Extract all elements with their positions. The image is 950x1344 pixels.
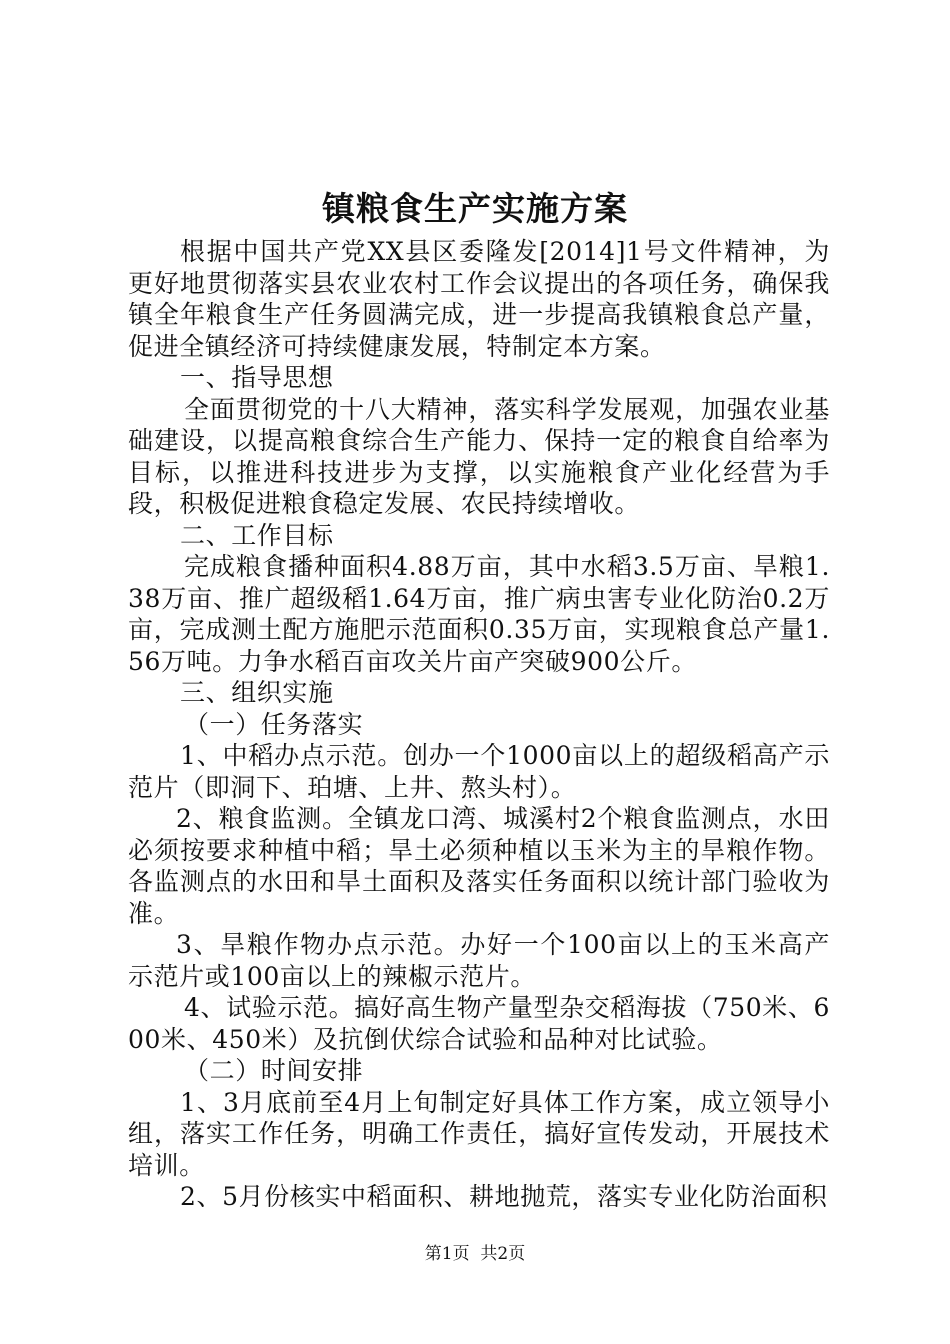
task-item-2: 2、粮食监测。全镇龙口湾、城溪村2个粮食监测点，水田必须按要求种植中稻；旱土必须种植以玉米为主的旱粮作物。各监测点的水田和旱土面积及落实任务面积以统计部门验收为准。 bbox=[128, 804, 830, 928]
document-title: 镇粮食生产实施方案 bbox=[322, 189, 628, 228]
section-heading-organization: 三、组织实施 bbox=[180, 678, 334, 707]
intro-paragraph: 根据中国共产党XX县区委隆发[2014]1号文件精神，为更好地贯彻落实县农业农村工作会议提出的各项任务，确保我镇全年粮食生产任务圆满完成，进一步提高我镇粮食总产量，促进全镇经济可持续健康发展，特制定本方案。 bbox=[128, 237, 830, 361]
section-heading-work-goals: 二、工作目标 bbox=[180, 520, 334, 550]
schedule-item-2: 2、5月份核实中稻面积、耕地抛荒，落实专业化防治面积 bbox=[180, 1182, 828, 1211]
document-body bbox=[128, 236, 830, 1213]
task-item-4: 4、试验示范。搞好高生物产量型杂交稻海拔（750米、600米、450米）及抗倒伏综合试验和品种对比试验。 bbox=[128, 993, 830, 1054]
subsection-heading-tasks: （一）任务落实 bbox=[184, 709, 364, 739]
page-footer: 第1页 共2页 bbox=[424, 1244, 526, 1264]
subsection-heading-schedule: （二）时间安排 bbox=[184, 1056, 364, 1085]
section-heading-guiding-ideology: 一、指导思想 bbox=[180, 363, 334, 392]
work-goals-paragraph: 完成粮食播种面积4.88万亩，其中水稻3.5万亩、旱粮1.38万亩、推广超级稻1.64万亩，推广病虫害专业化防治0.2万亩，完成测土配方施肥示范面积0.35万亩，实现粮食总产量1.56万吨。力争水稻百亩攻关片亩产突破900公斤。 bbox=[128, 552, 830, 676]
schedule-item-1: 1、3月底前至4月上旬制定好具体工作方案，成立领导小组，落实工作任务，明确工作责任，搞好宣传发动，开展技术培训。 bbox=[128, 1087, 830, 1180]
guiding-ideology-paragraph: 全面贯彻党的十八大精神，落实科学发展观，加强农业基础建设，以提高粮食综合生产能力、保持一定的粮食自给率为目标，以推进科技进步为支撑，以实施粮食产业化经营为手段，积极促进粮食稳定发展、农民持续增收。 bbox=[128, 394, 830, 518]
task-item-3: 3、旱粮作物办点示范。办好一个100亩以上的玉米高产示范片或100亩以上的辣椒示范片。 bbox=[128, 930, 830, 991]
task-item-1: 1、中稻办点示范。创办一个1000亩以上的超级稻高产示范片（即洞下、珀塘、上井、熬头村）。 bbox=[128, 741, 830, 802]
